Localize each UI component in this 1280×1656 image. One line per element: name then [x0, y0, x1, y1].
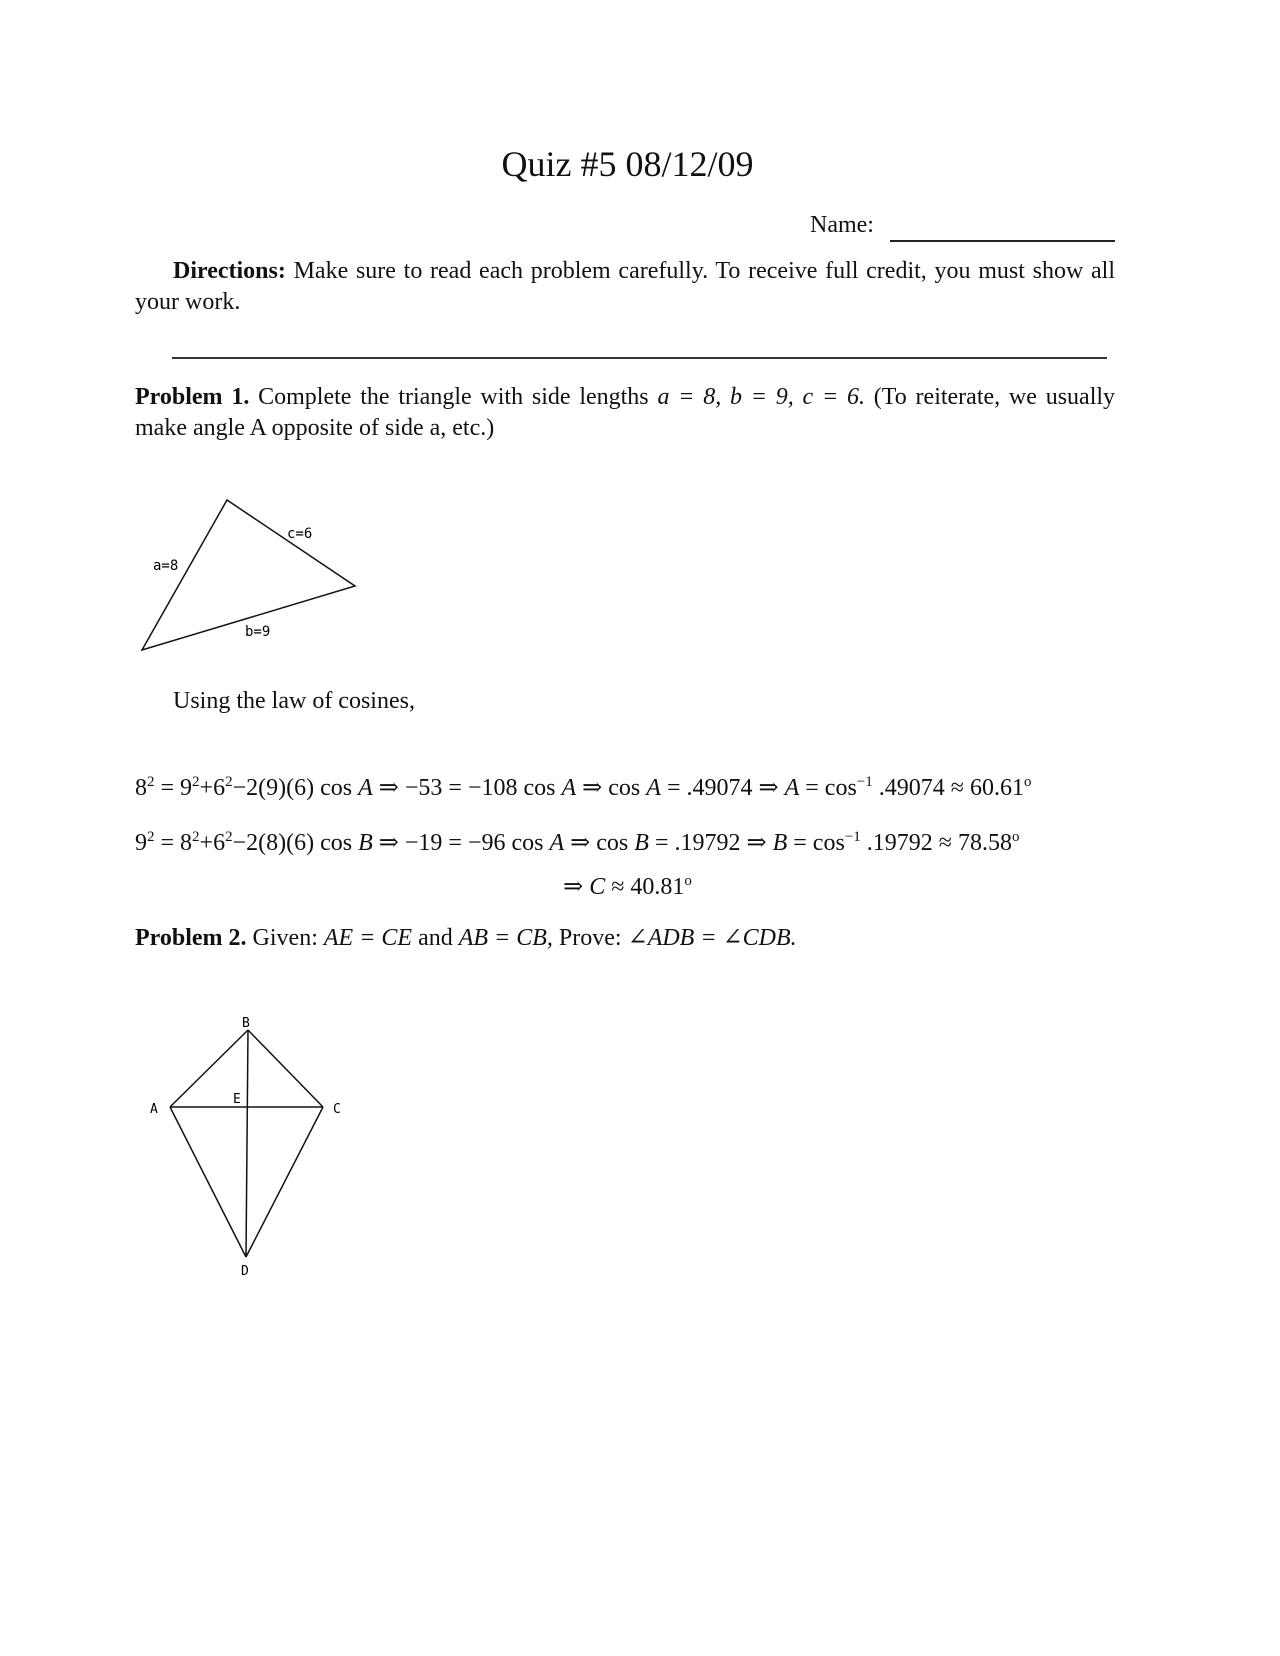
name-label: Name:	[810, 212, 874, 238]
segment-bc	[248, 1030, 323, 1107]
problem-2-statement: Problem 2. Given: AE = CE and AB = CB, Prove: ∠ADB = ∠CDB.	[135, 925, 797, 951]
vertex-b-label: B	[242, 1016, 250, 1031]
law-of-cosines-intro: Using the law of cosines,	[173, 688, 415, 714]
section-divider	[172, 357, 1107, 359]
kite-figure	[140, 1005, 360, 1275]
label-c: c=6	[287, 526, 313, 542]
equation-2: $9^2 = 8^2+6^2-2(8)(6)$ cos B ⇒ −19 = −96 cos A ⇒ cos B = .19792 ⇒ $B = \cos^{-1} .19792 \approx 78.58^o$	[135, 829, 1020, 856]
directions-label: Directions:	[173, 258, 286, 284]
problem-1-statement	[135, 382, 1115, 444]
segment-ad	[170, 1107, 246, 1257]
equation-1: $8^2 = 9^2+6^2-2(9)(6)$ cos A ⇒ −53 = −108 cos A ⇒ cos A = .49074 ⇒ $A = \cos^{-1} .49074 \approx 60.61^o$	[135, 774, 1032, 801]
problem-2-label: Problem 2.	[135, 925, 247, 951]
vertex-a-label: A	[150, 1102, 158, 1117]
problem-1-given: a = 8, b = 9, c = 6.	[657, 384, 865, 410]
directions-text: Make sure to read each problem carefully. To receive full credit, you must show all your work.	[135, 258, 1115, 315]
vertex-d-label: D	[241, 1264, 249, 1275]
name-blank-line	[890, 240, 1115, 242]
segment-bd	[246, 1030, 248, 1257]
problem-1-label: Problem 1.	[135, 384, 250, 410]
page-title: Quiz #5 08/12/09	[501, 144, 754, 184]
equation-3: ⇒ $C \approx 40.81^o$	[563, 873, 692, 900]
problem-1-text: Complete the triangle with side lengths	[258, 384, 649, 410]
problem-1-text-after: (To reiterate, we usually make angle A opposite of side a, etc.)	[135, 384, 1116, 441]
point-e-label: E	[233, 1092, 241, 1107]
segment-cd	[246, 1107, 323, 1257]
directions	[135, 256, 1115, 318]
triangle-figure	[135, 490, 365, 655]
label-a: a=8	[153, 558, 179, 574]
vertex-c-label: C	[333, 1102, 341, 1117]
label-b: b=9	[245, 624, 271, 640]
